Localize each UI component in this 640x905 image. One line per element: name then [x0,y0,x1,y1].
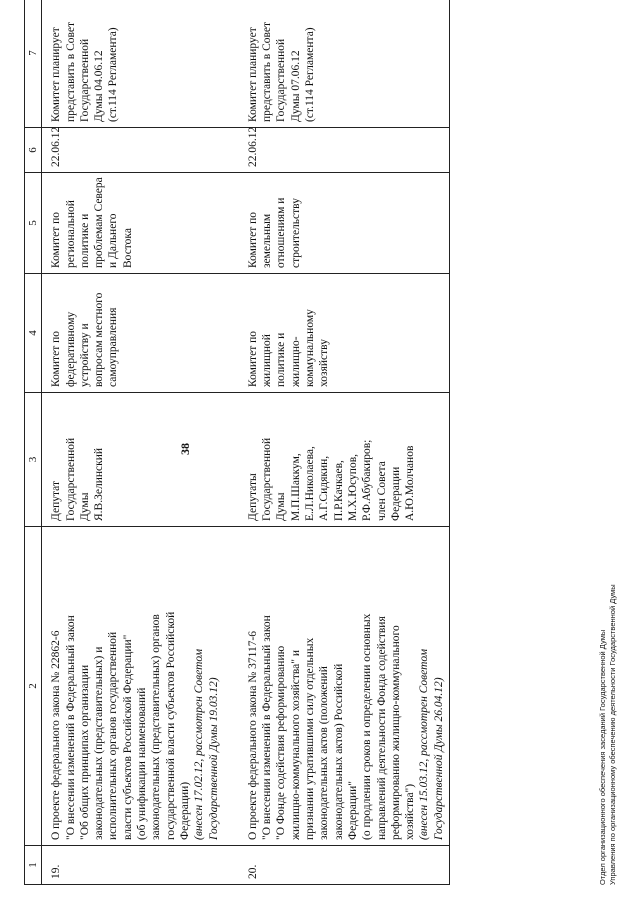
author-line: член Совета [375,461,388,521]
author-line: Р.Ф.Абубакиров; [361,439,374,521]
co-committee-line: отношениям и [275,197,288,268]
committee-line: самоуправления [107,307,120,387]
desc-line: "О Фонде содействия реформированию [275,645,288,840]
plan-line: представить в Совет [64,21,77,122]
desc-line: жилищно-коммунального хозяйства" и [289,649,302,840]
desc-line: О проекте федерального закона № 37117-6 [246,630,259,840]
author-line: Государственной [64,437,77,521]
desc-line: законодательных (представительных) органов [150,614,163,840]
review-date: 22.06.12 [224,128,450,173]
committee-line: федеративному [64,311,77,387]
committee-line: вопросам местного [93,292,106,387]
committee-line: коммунальному [304,309,317,387]
plan-line: представить в Совет [261,21,274,122]
plan-line: Думы 07.06.12 [289,50,302,122]
author-line: М.П.Шаккум, [289,453,302,521]
desc-line: "О внесении изменений в Федеральный закон [261,615,274,840]
committee-line: Комитет по [246,331,259,387]
column-header-5: 5 [25,173,42,274]
co-committee-line: Востока [121,228,134,268]
plan-line: Комитет планирует [246,27,259,122]
footer-line: Отдел организационного обеспечения заседаний Государственной Думы [598,629,607,885]
co-committee [224,173,450,274]
author-line: Федерации [389,466,402,521]
committee-line: устройству и [78,323,91,387]
author-line: Е.Л.Николаева, [304,446,317,521]
column-header-4: 4 [25,274,42,393]
author-line: Думы [78,492,91,521]
desc-note-line: Государственной Думы 26.04.12) [432,677,445,840]
plan-line: Государственной [78,38,91,122]
desc-line: Федерации) [178,781,191,840]
desc-line: направлений деятельности Фонда содействия [375,616,388,840]
document-footer [598,584,618,885]
table-header-row [25,0,42,885]
desc-line: законодательных актов (положений [318,666,331,840]
page-number: 38 [178,443,192,455]
co-committee-line: Комитет по [246,212,259,268]
co-committee-line: региональной [64,200,77,268]
plan-note [224,0,450,128]
desc-line: реформированию жилищно-коммунального [389,625,402,840]
author-line: П.Р.Качкаев, [332,460,345,521]
author-line: Депутаты [246,473,259,521]
responsible-committee [42,274,224,393]
review-date: 22.06.12 [42,128,224,173]
bill-description [224,527,450,846]
footer-line: Управления по организационному обеспечению деятельности Государственной Думы [608,584,617,885]
table-row [224,0,450,885]
desc-line: О проекте федерального закона № 22862-6 [50,630,63,840]
co-committee-line: и Дальнего [107,213,120,268]
bill-author [42,393,224,527]
desc-line: (об унификации наименований [136,687,149,840]
column-header-7: 7 [25,0,42,128]
desc-line: "Об общих принципах организации [78,664,91,840]
responsible-committee [224,274,450,393]
committee-line: Комитет по [50,331,63,387]
author-line: Депутат [50,481,63,521]
desc-line: законодательных (представительных) и [93,646,106,840]
desc-line: государственной власти субъектов Российской [164,611,177,840]
desc-note-line: (внесен 17.02.12, рассмотрен Советом [193,648,206,840]
row-number: 20. [224,846,450,885]
author-line: М.Х.Юсупов, [346,453,359,521]
desc-line: "О внесении изменений в Федеральный закон [64,615,77,840]
desc-line: исполнительных органов государственной [107,631,120,840]
desc-line: законодательных актов) Российской [332,663,345,840]
plan-line: Думы 04.06.12 [93,50,106,122]
committee-line: хозяйству [318,339,331,387]
author-line: А.Г.Сидякин, [318,455,331,521]
row-number: 19. [42,846,224,885]
plan-line: (ст.114 Регламента) [304,27,317,122]
desc-line: власти субъектов Российской Федерации" [121,634,134,840]
bill-description [42,527,224,846]
co-committee-line: проблемам Севера [93,177,106,268]
co-committee-line: строительству [289,198,302,268]
author-line: Думы [275,492,288,521]
committee-line: жилищно- [289,336,302,387]
desc-line: (о продлении сроков и определении основных [361,613,374,840]
column-header-2: 2 [25,527,42,846]
plan-line: (ст.114 Регламента) [107,27,120,122]
desc-note-line: (внесен 15.03.12, рассмотрен Советом [418,648,431,840]
column-header-6: 6 [25,128,42,173]
co-committee-line: политике и [78,213,91,268]
column-header-1: 1 [25,846,42,885]
desc-line: хозяйства") [404,783,417,840]
plan-line: Государственной [275,38,288,122]
co-committee-line: Комитет по [50,212,63,268]
plan-note [42,0,224,128]
bills-table [24,0,450,885]
committee-line: жилищной [261,334,274,387]
co-committee [42,173,224,274]
author-line: Я.В.Зелинский [93,447,106,521]
table-row [42,0,224,885]
desc-line: признании утратившими силу отдельных [304,637,317,840]
co-committee-line: земельным [261,213,274,268]
bill-author [224,393,450,527]
desc-line: Федерации" [346,780,359,840]
column-header-3: 3 [25,393,42,527]
desc-note-line: Государственной Думы 19.03.12) [207,677,220,840]
committee-line: политике и [275,332,288,387]
plan-line: Комитет планирует [50,27,63,122]
author-line: А.Ю.Молчанов [404,445,417,521]
author-line: Государственной [261,437,274,521]
